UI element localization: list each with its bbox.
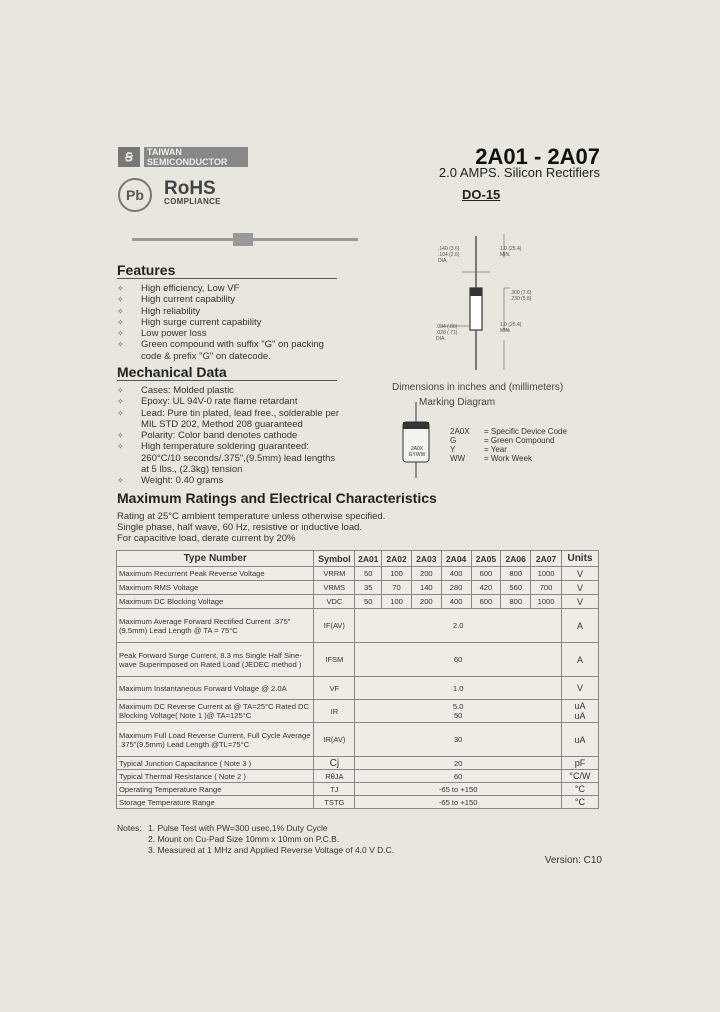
table-cell [561, 700, 598, 723]
table-cell: RθJA [314, 770, 355, 783]
table-cell: 70 [382, 581, 412, 595]
table-cell: 60 [355, 770, 562, 783]
table-cell: uA [561, 723, 598, 757]
table-cell: 600 [471, 595, 501, 609]
dim-text: 1.0 (25.4) [500, 322, 522, 328]
table-cell: VRRM [314, 567, 355, 581]
table-cell: °C [561, 783, 598, 796]
table-row [117, 796, 599, 809]
table-row [117, 723, 599, 757]
table-cell: 1.0 [355, 677, 562, 700]
table-cell: 800 [501, 567, 531, 581]
table-cell: IF(AV) [314, 609, 355, 643]
dim-text: .028 (.71) [436, 330, 458, 336]
table-header: 2A07 [531, 551, 562, 567]
company-name-line1: TAIWAN [147, 147, 182, 157]
table-cell: 1000 [531, 567, 562, 581]
note-item: 1. Pulse Test with PW=300 usec,1% Duty Cycle [148, 823, 328, 833]
table-header-row [117, 551, 599, 567]
table-cell: Cj [314, 757, 355, 770]
table-row [117, 700, 599, 723]
table-row [117, 581, 599, 595]
table-header: 2A06 [501, 551, 531, 567]
version-label: Version: C10 [544, 855, 602, 866]
table-cell: Maximum RMS Voltage [117, 581, 314, 595]
dim-body-length [510, 290, 531, 302]
table-cell: 140 [411, 581, 441, 595]
table-cell: IFSM [314, 643, 355, 677]
marking-band [403, 422, 429, 429]
marking-diagram-graphic [394, 402, 438, 478]
table-cell: V [561, 677, 598, 700]
marking-legend-row: WW = Work Week [450, 454, 532, 463]
part-subtitle: 2.0 AMPS. Silicon Rectifiers [438, 165, 600, 180]
table-header: 2A03 [411, 551, 441, 567]
table-cell: °C [561, 796, 598, 809]
table-cell-value: 50 [453, 711, 463, 720]
table-cell: Maximum Recurrent Peak Reverse Voltage [117, 567, 314, 581]
feature-item: ✧ High reliability [117, 306, 339, 317]
note-item: 2. Mount on Cu-Pad Size 10mm x 10mm on P.C.B. [148, 834, 340, 844]
table-cell: 50 [355, 567, 382, 581]
table-header: 2A04 [441, 551, 471, 567]
diode-body-graphic [233, 233, 253, 246]
table-cell: 800 [501, 595, 531, 609]
feature-item: ✧ High current capability [117, 294, 339, 305]
table-cell-unit: uA [574, 711, 586, 721]
mechanical-item: ✧ High temperature soldering guaranteed: 260°C/10 seconds/.375",(9.5mm) lead lengths at 5 lbs., (2.3kg) tension [117, 441, 343, 475]
table-cell: 200 [411, 595, 441, 609]
marking-body-text [405, 446, 429, 458]
table-header: Symbol [314, 551, 355, 567]
table-cell: 600 [471, 567, 501, 581]
table-cell: -65 to +150 [355, 796, 562, 809]
table-cell: Storage Temperature Range [117, 796, 314, 809]
table-row [117, 567, 599, 581]
table-cell: Maximum DC Reverse Current at @ TA=25°C Rated DC Blocking Voltage( Note 1 )@ TA=125°C [117, 700, 314, 723]
company-name [144, 147, 248, 167]
table-cell: V [561, 567, 598, 581]
table-row [117, 770, 599, 783]
table-cell: IR [314, 700, 355, 723]
dim-lead-length-bottom [500, 322, 521, 334]
table-cell: A [561, 643, 598, 677]
dim-text: .104 (2.6) [438, 252, 460, 258]
dim-text: .300 (7.6) [510, 290, 532, 296]
part-number-title: 2A01 - 2A07 [475, 144, 600, 169]
table-cell-unit: uA [574, 701, 586, 711]
table-cell: VF [314, 677, 355, 700]
ratings-heading: Maximum Ratings and Electrical Characteristics [117, 490, 437, 506]
table-cell: pF [561, 757, 598, 770]
dim-text: DIA. [438, 258, 448, 264]
ratings-table [116, 550, 599, 809]
ratings-condition-line: For capacitive load, derate current by 20% [117, 533, 296, 544]
mechanical-item: ✧ Polarity: Color band denotes cathode [117, 430, 343, 441]
dim-text: MIN. [500, 328, 511, 334]
table-cell: 30 [355, 723, 562, 757]
table-cell: 420 [471, 581, 501, 595]
mechanical-item: ✧ Weight: 0.40 grams [117, 475, 343, 486]
feature-item: ✧ High efficiency, Low VF [117, 283, 339, 294]
notes-label: Notes: [117, 823, 142, 833]
table-cell: 60 [355, 643, 562, 677]
table-cell: 560 [501, 581, 531, 595]
ratings-condition-line: Rating at 25°C ambient temperature unless otherwise specified. [117, 511, 386, 522]
ratings-condition-line: Single phase, half wave, 60 Hz, resistive or inductive load. [117, 522, 363, 533]
table-row [117, 609, 599, 643]
dimensions-caption: Dimensions in inches and (millimeters) [392, 382, 564, 393]
dim-body-dia [436, 324, 457, 342]
pb-free-icon: Pb [118, 178, 152, 212]
table-cell: TJ [314, 783, 355, 796]
features-heading: Features [117, 262, 176, 278]
table-cell: 700 [531, 581, 562, 595]
table-cell: 50 [355, 595, 382, 609]
features-list [117, 283, 339, 362]
table-cell: Maximum DC Blocking Voltage [117, 595, 314, 609]
table-cell: 400 [441, 567, 471, 581]
table-cell: Typical Junction Capacitance ( Note 3 ) [117, 757, 314, 770]
table-cell: VRMS [314, 581, 355, 595]
table-row [117, 757, 599, 770]
table-row [117, 783, 599, 796]
table-cell: Maximum Average Forward Rectified Current .375"(9.5mm) Lead Length @ TA = 75°C [117, 609, 314, 643]
package-drawing [400, 228, 580, 378]
table-cell: Operating Temperature Range [117, 783, 314, 796]
table-cell: 100 [382, 567, 412, 581]
table-cell: 20 [355, 757, 562, 770]
marking-legend [450, 427, 567, 463]
table-cell-value: 5.0 [452, 702, 464, 711]
table-cell: °C/W [561, 770, 598, 783]
dim-lead-length-top [500, 246, 521, 258]
dim-lead-dia [438, 246, 459, 264]
feature-item: ✧ Low power loss [117, 328, 339, 339]
dim-text: .230 (5.8) [510, 296, 532, 302]
marking-datecode: GYWW [408, 452, 426, 458]
table-cell: -65 to +150 [355, 783, 562, 796]
mechanical-rule [117, 380, 337, 381]
feature-item: ✧ High surge current capability [117, 317, 339, 328]
table-cell: 100 [382, 595, 412, 609]
company-name-line2: SEMICONDUCTOR [147, 157, 228, 167]
table-row [117, 595, 599, 609]
table-header: Units [561, 551, 598, 567]
mechanical-item: ✧ Epoxy: UL 94V-0 rate flame retardant [117, 396, 343, 407]
marking-legend-row: Y = Year [450, 445, 507, 454]
table-header: Type Number [117, 551, 314, 567]
dim-text: 1.0 (25.4) [500, 246, 522, 252]
table-cell: 35 [355, 581, 382, 595]
table-header: 2A01 [355, 551, 382, 567]
table-cell: 400 [441, 595, 471, 609]
mechanical-item: ✧ Lead: Pure tin plated, lead free., solderable per MIL STD 202, Method 208 guaranteed [117, 408, 343, 431]
cathode-band [470, 288, 482, 296]
table-cell: Maximum Instantaneous Forward Voltage @ 2.0A [117, 677, 314, 700]
table-cell: Maximum Full Load Reverse Current, Full Cycle Average .375"(9.5mm) Lead Length @TL=75°C [117, 723, 314, 757]
dim-text: .034 (.86) [436, 324, 458, 330]
table-cell: 280 [441, 581, 471, 595]
ratings-conditions [117, 511, 385, 544]
marking-diagram-title: Marking Diagram [419, 397, 496, 408]
table-cell: A [561, 609, 598, 643]
package-label: DO-15 [462, 187, 501, 202]
table-cell: 200 [411, 567, 441, 581]
note-item: 3. Measured at 1 MHz and Applied Reverse Voltage of 4.0 V D.C. [148, 845, 395, 855]
rohs-compliance: COMPLIANCE [164, 197, 221, 206]
dim-text: MIN. [500, 252, 511, 258]
marking-legend-row: 2A0X = Specific Device Code [450, 427, 567, 436]
table-header: 2A05 [471, 551, 501, 567]
mechanical-heading: Mechanical Data [117, 364, 227, 380]
table-cell: V [561, 581, 598, 595]
dim-text: .140 (3.6) [438, 246, 460, 252]
dim-text: DIA. [436, 336, 446, 342]
marking-code: 2A0X [410, 446, 424, 452]
table-header: 2A02 [382, 551, 412, 567]
table-cell: 1000 [531, 595, 562, 609]
table-cell: TSTG [314, 796, 355, 809]
table-cell: VDC [314, 595, 355, 609]
notes-list [148, 823, 394, 856]
feature-item: ✧ Green compound with suffix "G" on packing code & prefix "G" on datecode. [117, 339, 339, 362]
table-cell: IR(AV) [314, 723, 355, 757]
mechanical-list [117, 385, 343, 487]
table-cell [355, 700, 562, 723]
marking-legend-row: G = Green Compound [450, 436, 555, 445]
table-cell: Typical Thermal Resistance ( Note 2 ) [117, 770, 314, 783]
rohs-title: RoHS [164, 178, 216, 199]
table-cell: V [561, 595, 598, 609]
table-cell: 2.0 [355, 609, 562, 643]
table-cell: Peak Forward Surge Current, 8.3 ms Single Half Sine-wave Superimposed on Rated Load (JEDEC method ) [117, 643, 314, 677]
table-row [117, 677, 599, 700]
company-logo-icon: ꞩ [118, 147, 140, 167]
features-rule [117, 278, 337, 279]
table-row [117, 643, 599, 677]
mechanical-item: ✧ Cases: Molded plastic [117, 385, 343, 396]
